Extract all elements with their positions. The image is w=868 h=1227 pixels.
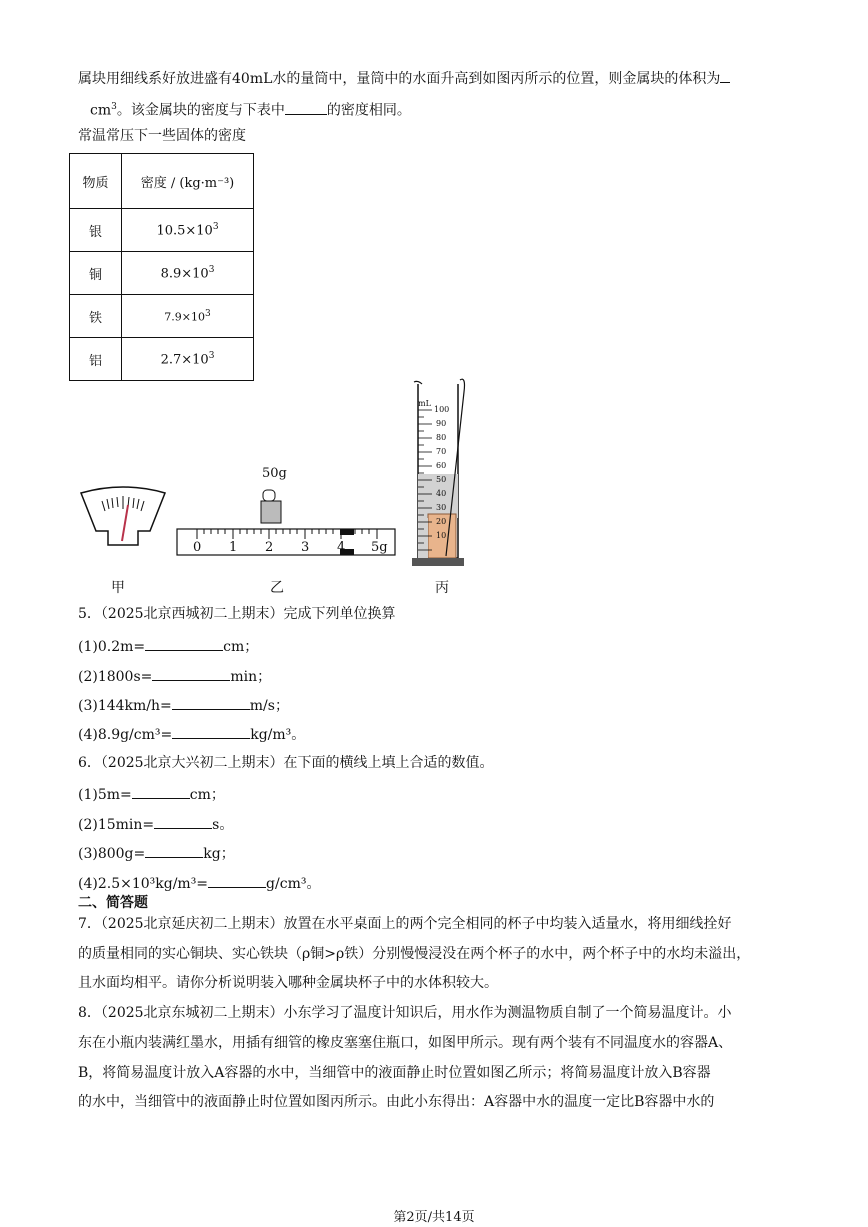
q5-item-post: min； [230, 669, 272, 685]
q7-line-2: 的质量相同的实心铜块、实心铁块（ρ铜>ρ铁）分别慢慢浸没在两个杯子的水中，两个杯子中的水均未溢出， [78, 946, 751, 962]
intro-text-1: 属块用细线系好放进盛有40mL水的量筒中，量筒中的水面升高到如图丙所示的位置，则金属块的体积为 [78, 71, 721, 87]
row-value [122, 209, 254, 252]
cylinder-tick-label: 70 [436, 447, 447, 456]
row-name: 银 [70, 209, 122, 252]
row-name: 铁 [70, 295, 122, 338]
q6-stem: 6．（2025北京大兴初二上期末）在下面的横线上填上合适的数值。 [78, 755, 494, 771]
table-row [70, 252, 254, 295]
row-value-exp: 3 [212, 221, 219, 232]
table-header-row [70, 154, 254, 209]
row-value-exp: 3 [208, 264, 215, 275]
q6-item-2 [78, 814, 233, 835]
q6-item-3 [78, 843, 235, 864]
cylinder-tick-labels [418, 397, 460, 557]
q6-item-pre: (4)2.5×10³kg/m³= [78, 876, 209, 892]
answer-blank [152, 666, 230, 681]
q8-line-3: B，将简易温度计放入A容器的水中，当细管中的液面静止时位置如图乙所示；将简易温度计放入B容器 [78, 1065, 711, 1081]
cylinder-unit: mL [418, 399, 431, 408]
q6-item-post: cm； [189, 787, 225, 803]
row-value-exp: 3 [208, 350, 215, 361]
unit-cm: cm [90, 102, 112, 119]
weight-label: 50g [262, 466, 287, 481]
page-footer: 第2页/共14页 [393, 1210, 475, 1225]
cylinder-tick-label: 80 [436, 433, 447, 442]
table-row [70, 338, 254, 381]
answer-blank [145, 843, 203, 858]
ruler-labels [175, 540, 397, 556]
cylinder-spout [414, 381, 422, 384]
row-name: 铝 [70, 338, 122, 381]
ruler-tick-label: 1 [229, 540, 238, 555]
answer-blank [208, 873, 266, 888]
q5-item-pre: (3)144km/h= [78, 698, 172, 714]
q5-item-3 [78, 695, 289, 716]
cylinder-tick-label: 100 [434, 405, 450, 414]
q5-item-post: m/s； [249, 698, 289, 714]
q5-stem: 5．（2025北京西城初二上期末）完成下列单位换算 [78, 606, 396, 622]
row-value-base: 10.5×10 [156, 223, 213, 239]
table-row [70, 209, 254, 252]
row-value-exp: 3 [204, 308, 211, 319]
table-caption: 常温常压下一些固体的密度 [78, 128, 246, 144]
answer-blank-volume [720, 68, 730, 83]
cylinder-base [412, 558, 464, 566]
section-heading-text: 二、简答题 [78, 895, 148, 911]
q5-item-pre: (4)8.9g/cm³= [78, 727, 173, 743]
q6-item-pre: (2)15min= [78, 817, 155, 833]
row-value-base: 7.9×10 [164, 310, 205, 324]
section-heading [78, 893, 148, 913]
figure-label-bing: 丙 [435, 580, 449, 596]
ruler-tick-label: 4 [337, 540, 346, 555]
row-value [122, 252, 254, 295]
cylinder-tick-label: 50 [436, 475, 447, 484]
row-name: 铜 [70, 252, 122, 295]
cylinder-tick-label: 30 [436, 503, 447, 512]
answer-blank [154, 814, 212, 829]
q7-line-1: 7．（2025北京延庆初二上期末）放置在水平桌面上的两个完全相同的杯子中均装入适量水，将用细线拴好 [78, 916, 732, 932]
intro-line-2 [90, 97, 411, 121]
row-value-base: 8.9×10 [160, 266, 209, 282]
q6-item-4 [78, 873, 320, 894]
q6-item-pre: (3)800g= [78, 846, 146, 862]
balance-scale-figure [78, 485, 168, 549]
q5-item-post: kg/m³。 [250, 727, 306, 743]
q8-line-2: 东在小瓶内装满红墨水，用插有细管的橡皮塞塞住瓶口，如图甲所示。现有两个装有不同温度水的容器A、 [78, 1035, 733, 1051]
answer-blank [145, 636, 223, 651]
ruler-tick-label: 2 [265, 540, 274, 555]
figure-label-yi: 乙 [270, 580, 284, 596]
figure-label-jia: 甲 [111, 580, 125, 596]
ruler-tick-label: 5g [371, 540, 388, 555]
unit-exponent: 3 [111, 102, 117, 112]
answer-blank [172, 724, 250, 739]
row-value [122, 338, 254, 381]
q5-item-2 [78, 666, 271, 687]
q6-item-post: g/cm³。 [266, 876, 321, 892]
intro-text-2: 。该金属块的密度与下表中 [116, 102, 285, 119]
q8-line-1: 8．（2025北京东城初二上期末）小东学习了温度计知识后，用水作为测温物质自制了一个简易温度计。小 [78, 1005, 732, 1021]
answer-blank-material [285, 100, 327, 115]
cylinder-tick-label: 40 [436, 489, 447, 498]
answer-blank [132, 784, 190, 799]
intro-line-1 [78, 68, 730, 89]
q6-item-pre: (1)5m= [78, 787, 132, 803]
cylinder-tick-label: 90 [436, 419, 447, 428]
weight-knob [263, 490, 275, 501]
q5-item-1 [78, 636, 258, 657]
row-value [122, 295, 254, 338]
cylinder-tick-label: 10 [436, 531, 447, 540]
cylinder-tick-label: 60 [436, 461, 447, 470]
ruler-tick-label: 3 [301, 540, 310, 555]
q5-item-pre: (2)1800s= [78, 669, 153, 685]
header-substance: 物质 [70, 154, 122, 209]
q6-item-1 [78, 784, 225, 805]
ruler-tick-label: 0 [193, 540, 202, 555]
table-row [70, 295, 254, 338]
header-density: 密度 / (kg·m⁻³) [122, 154, 254, 209]
q5-item-4 [78, 724, 305, 745]
row-value-base: 2.7×10 [160, 352, 209, 368]
density-table [69, 153, 254, 381]
rider-top [340, 529, 354, 535]
q5-item-pre: (1)0.2m= [78, 639, 146, 655]
answer-blank [172, 695, 250, 710]
q6-item-post: kg； [203, 846, 235, 862]
q7-line-3: 且水面均相平。请你分析说明装入哪种金属块杯子中的水体积较大。 [78, 975, 498, 991]
q5-item-post: cm； [223, 639, 259, 655]
q8-line-4: 的水中，当细管中的液面静止时位置如图丙所示。由此小东得出：A容器中水的温度一定比B容器中水的 [78, 1094, 715, 1110]
cylinder-tick-label: 20 [436, 517, 447, 526]
intro-text-3: 的密度相同。 [326, 102, 411, 119]
weight-body [261, 501, 281, 523]
water-column-lower [418, 518, 428, 558]
q6-item-post: s。 [212, 817, 234, 833]
